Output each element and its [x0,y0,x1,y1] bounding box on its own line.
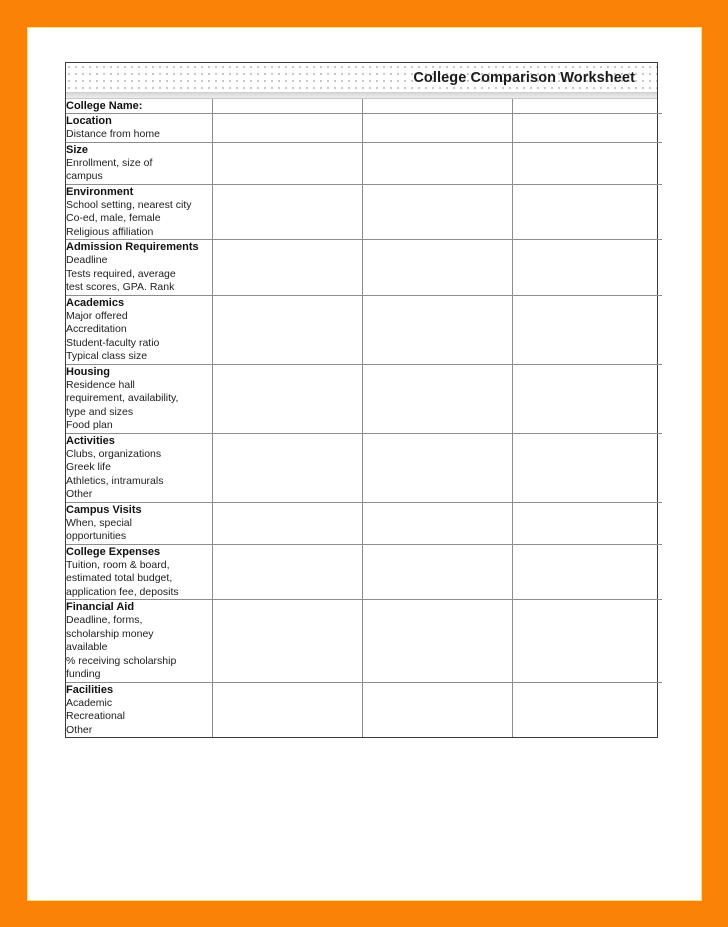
row-subline: Accreditation [66,323,127,335]
entry-cell-college-3[interactable] [513,295,663,364]
row-label-cell [66,295,213,364]
entry-cell-college-2[interactable] [363,142,513,184]
entry-cell-college-3[interactable] [513,142,663,184]
entry-cell-college-2[interactable] [363,99,513,114]
entry-cell-college-1[interactable] [213,544,363,600]
row-title: Financial Aid [66,601,135,613]
row-label-cell [66,502,213,544]
row-subline: scholarship money [66,627,154,640]
table-row [66,600,662,683]
table-row [66,502,662,544]
entry-cell-college-2[interactable] [363,184,513,240]
entry-cell-college-3[interactable] [513,99,663,114]
table-body [66,99,662,737]
row-subline: test scores, GPA. Rank [66,281,175,293]
row-subline: Typical class size [66,350,148,362]
entry-cell-college-2[interactable] [363,600,513,683]
entry-cell-college-3[interactable] [513,364,663,433]
row-subline: Tests required, average [66,267,176,280]
entry-cell-college-3[interactable] [513,184,663,240]
row-subline: Student-faculty ratio [66,336,160,349]
row-subline: available [66,641,108,653]
table-row [66,99,662,114]
row-title: Environment [66,185,134,198]
entry-cell-college-1[interactable] [213,433,363,502]
row-title: Housing [66,365,110,378]
entry-cell-college-3[interactable] [513,240,663,296]
entry-cell-college-2[interactable] [363,114,513,143]
table-row [66,364,662,433]
table-row [66,295,662,364]
row-subline: Athletics, intramurals [66,474,164,487]
table-row [66,682,662,737]
row-subline: Clubs, organizations [66,447,162,460]
entry-cell-college-1[interactable] [213,240,363,296]
row-subline: % receiving scholarship [66,654,177,667]
table-row [66,184,662,240]
row-label-cell [66,114,213,143]
row-subline: Deadline [66,254,108,266]
row-subline: funding [66,668,101,680]
row-title: Admission Requirements [66,241,199,253]
entry-cell-college-2[interactable] [363,364,513,433]
table-row [66,142,662,184]
table-row [66,240,662,296]
row-label-cell [66,240,213,296]
row-subline: campus [66,170,103,182]
entry-cell-college-1[interactable] [213,142,363,184]
row-subline: Enrollment, size of [66,156,153,169]
entry-cell-college-2[interactable] [363,682,513,737]
entry-cell-college-2[interactable] [363,433,513,502]
entry-cell-college-3[interactable] [513,600,663,683]
entry-cell-college-3[interactable] [513,433,663,502]
row-subline: Tuition, room & board, [66,558,170,571]
row-subline: Deadline, forms, [66,614,143,626]
entry-cell-college-1[interactable] [213,502,363,544]
row-label-cell [66,184,213,240]
row-title: Campus Visits [66,503,142,516]
row-subline: opportunities [66,530,127,542]
row-label-cell [66,433,213,502]
row-label-cell [66,544,213,600]
row-subline: application fee, deposits [66,585,179,598]
entry-cell-college-1[interactable] [213,99,363,114]
row-title: College Expenses [66,545,161,558]
row-label-cell [66,364,213,433]
row-subline: Recreational [66,710,125,722]
entry-cell-college-1[interactable] [213,184,363,240]
row-subline: Co-ed, male, female [66,212,161,224]
row-title: Academics [66,296,125,309]
table-row [66,114,662,143]
entry-cell-college-2[interactable] [363,240,513,296]
row-subline: Residence hall [66,378,135,391]
page-title: College Comparison Worksheet [413,69,635,86]
entry-cell-college-3[interactable] [513,502,663,544]
comparison-table [66,99,662,737]
row-title: Size [66,143,89,156]
row-subline: Other [66,723,93,736]
row-title: Activities [66,434,115,447]
table-row [66,544,662,600]
college-comparison-worksheet [65,62,658,738]
entry-cell-college-3[interactable] [513,682,663,737]
row-subline: requirement, availability, [66,392,179,404]
worksheet-page [28,28,701,900]
row-subline: When, special [66,516,132,529]
row-label-cell [66,682,213,737]
row-label-cell [66,99,213,114]
entry-cell-college-1[interactable] [213,295,363,364]
row-subline: Religious affiliation [66,225,154,238]
table-row [66,433,662,502]
row-subline: School setting, nearest city [66,198,192,211]
row-subline: Distance from home [66,128,160,140]
row-subline: Food plan [66,419,113,431]
entry-cell-college-2[interactable] [363,544,513,600]
entry-cell-college-3[interactable] [513,544,663,600]
entry-cell-college-1[interactable] [213,114,363,143]
entry-cell-college-2[interactable] [363,502,513,544]
row-title: Facilities [66,683,114,696]
entry-cell-college-3[interactable] [513,114,663,143]
row-subline: Other [66,488,93,500]
row-title: College Name: [66,100,143,112]
entry-cell-college-1[interactable] [213,682,363,737]
worksheet-header-band [66,63,657,93]
entry-cell-college-1[interactable] [213,600,363,683]
row-subline: Greek life [66,461,111,473]
entry-cell-college-1[interactable] [213,364,363,433]
row-subline: estimated total budget, [66,572,173,584]
entry-cell-college-2[interactable] [363,295,513,364]
row-subline: type and sizes [66,405,134,418]
row-subline: Academic [66,696,113,709]
row-label-cell [66,142,213,184]
row-label-cell [66,600,213,683]
row-title: Location [66,115,112,127]
row-subline: Major offered [66,309,128,322]
